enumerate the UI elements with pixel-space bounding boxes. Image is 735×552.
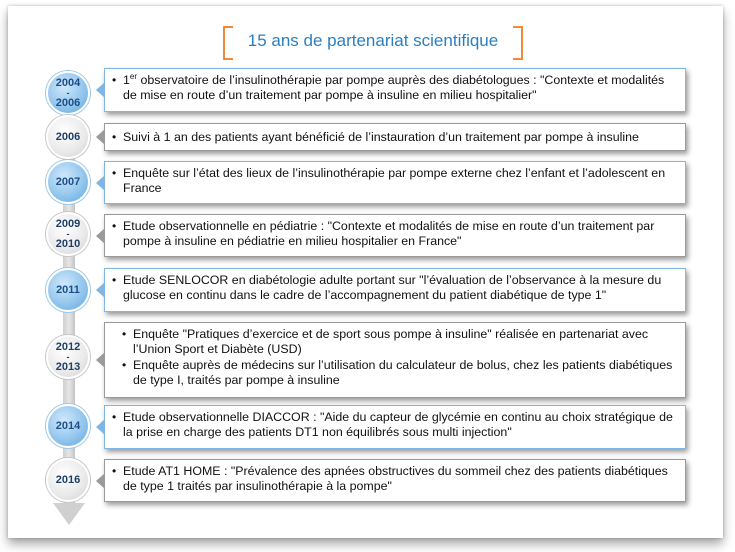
box-pointer [96,129,105,145]
year-end: 2006 [55,97,81,109]
event-box-2007 [104,161,686,204]
event-item: • 1er observatoire de l’insulinothérapie par pompe auprès des diabétologues : "Contexte et modalités de mise en route d’un traitement par pompe à insuline en milieu hospitalier" [123,73,677,103]
year-start: 2016 [55,474,81,486]
box-pointer [96,282,105,298]
right-bracket [513,26,523,60]
event-box-2006 [104,123,686,151]
year-node-2012-2013 [46,335,90,379]
year-start: 2011 [56,284,80,296]
year-start: 2004 [55,77,81,89]
event-item: • Enquête "Pratiques d’exercice et de sport sous pompe à insuline" réalisée en partenariat avec l’Union Sport et Diabète (USD) [133,327,677,357]
event-box-2012-2013 [104,322,686,398]
year-start: 2012 [55,341,81,353]
page-title: 15 ans de partenariat scientifique [247,31,499,50]
year-start: 2009 [55,218,81,230]
year-node-2004-2006 [46,71,90,115]
event-item: • Etude AT1 HOME : "Prévalence des apnées obstructives du sommeil chez des patients diabétiques de type 1 traités par insulinothérapie à la pompe" [123,464,677,494]
event-box-2004-2006 [104,68,686,112]
year-end: 2010 [55,238,81,250]
year-node-2011 [46,268,90,312]
event-box-2009-2010 [104,214,686,257]
year-start: 2014 [55,420,81,432]
event-box-2011 [104,268,686,312]
year-separator: - [66,88,70,98]
box-pointer [96,352,105,368]
box-pointer [96,419,105,435]
year-start: 2007 [55,176,81,188]
event-item: • Etude SENLOCOR en diabétologie adulte portant sur "l’évaluation de l’observance à la mesure du glucose en continu dans le cadre de l’accompagnement du patient diabétique de type 1" [123,273,677,303]
title-block [223,26,523,58]
box-pointer [96,228,105,244]
year-node-2016 [46,458,90,502]
year-end: 2013 [55,361,81,373]
event-item: • Etude observationnelle en pédiatrie : "Contexte et modalités de mise en route d’un traitement par pompe à insuline en pédiatrie en milieu hospitalier en France" [123,219,677,249]
event-box-2014 [104,405,686,449]
timeline-arrow-head [53,503,85,525]
year-node-2007 [46,160,90,204]
event-item: • Enquête sur l’état des lieux de l’insulinothérapie par pompe externe chez l’enfant et l’adolescent en France [123,166,677,196]
year-node-2009-2010 [46,212,90,256]
event-item: • Enquête auprès de médecins sur l’utilisation du calculateur de bolus, chez les patients diabétiques de type I, traités par pompe à insuline [133,358,677,388]
box-pointer [96,82,105,98]
event-box-2016 [104,459,686,502]
box-pointer [96,473,105,489]
year-start: 2006 [55,131,81,143]
year-node-2006 [46,115,90,159]
year-separator: - [66,352,70,362]
event-item: • Suivi à 1 an des patients ayant bénéficié de l’instauration d’un traitement par pompe à insuline [123,130,677,145]
year-node-2014 [46,404,90,448]
box-pointer [96,175,105,191]
event-item: • Etude observationnelle DIACCOR : "Aide du capteur de glycémie en continu au choix stratégique de la prise en charge des patients DT1 non équilibrés sous multi injection" [123,410,677,440]
year-separator: - [66,229,70,239]
